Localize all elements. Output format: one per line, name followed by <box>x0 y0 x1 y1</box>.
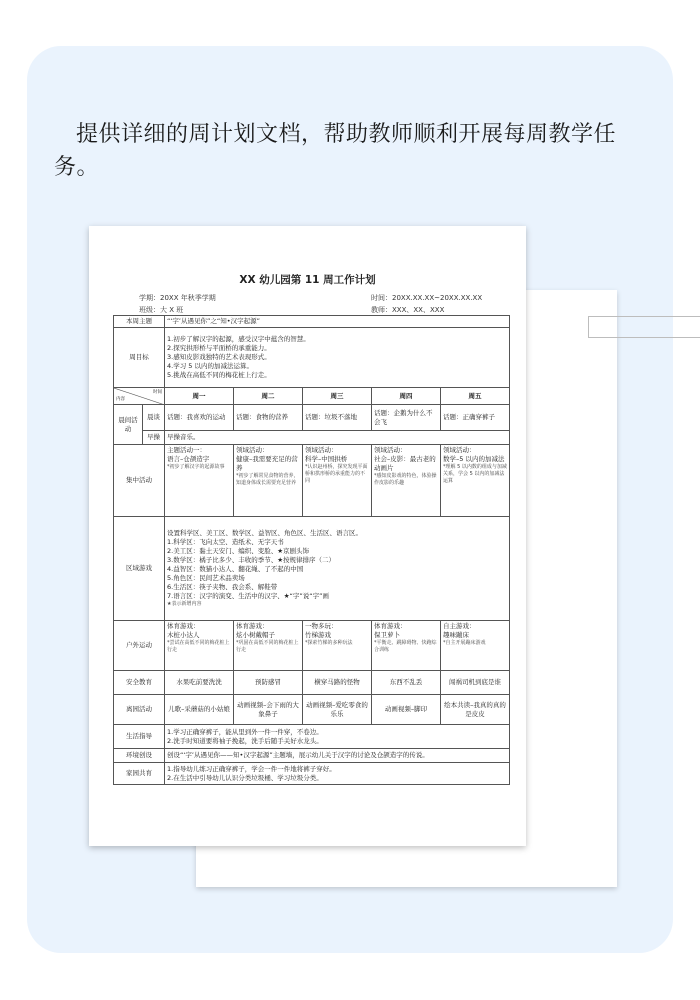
outdoor-name: 木桩小达人 <box>167 631 200 639</box>
outdoor-note: *自主开展蹦床游戏 <box>443 640 486 646</box>
area-line: 7.语言区：汉字的演变、生活中的汉字、★“字”说“字”画 <box>167 592 329 600</box>
life-content <box>165 725 510 749</box>
safety-cell: 东西不乱丢 <box>372 671 441 695</box>
focus-note: *感知皮影戏的特色，体验操作皮影的乐趣 <box>374 473 437 486</box>
goal-label: 周目标 <box>114 328 165 388</box>
goal-item: 3.感知皮影戏独特的艺术表现形式。 <box>167 353 271 361</box>
leave-cell: 绘本共读–我真的真的是皮皮 <box>441 695 510 725</box>
safety-label: 安全教育 <box>114 671 165 695</box>
focus-label: 集中活动 <box>114 445 165 517</box>
leave-cell: 动画视频–脚印 <box>372 695 441 725</box>
leave-cell: 动画视频–会下雨的大象鼻子 <box>234 695 303 725</box>
morning-talk-cell: 话题：企鹅为什么不会飞 <box>372 405 441 431</box>
environment-label: 环境创设 <box>114 749 165 763</box>
outdoor-note: *巩固在高低不同的梅花桩上行走 <box>236 640 299 653</box>
home-label: 家园共育 <box>114 763 165 785</box>
leave-cell: 动画视频–爱吃零食的乐乐 <box>303 695 372 725</box>
area-line: 5.角色区：民间艺术品卖场 <box>167 574 245 582</box>
outdoor-title: 体育游戏： <box>236 622 269 630</box>
outdoor-cell-thursday <box>372 621 441 671</box>
day-wednesday: 周三 <box>303 388 372 405</box>
environment-row <box>114 749 510 763</box>
outdoor-name: 趣味蹦床 <box>443 631 469 639</box>
outdoor-name: 保卫萝卜 <box>374 631 400 639</box>
goal-item: 2.探究拱形桥与平面桥的承重能力。 <box>167 344 271 352</box>
goal-item: 5.挑战在高低不同的梅花桩上行走。 <box>167 371 271 379</box>
day-monday: 周一 <box>165 388 234 405</box>
focus-title: 领域活动： <box>236 446 269 454</box>
home-content <box>165 763 510 785</box>
area-line: 6.生活区：筷子夹物、我会系、解鞋带 <box>167 583 278 591</box>
day-tuesday: 周二 <box>234 388 303 405</box>
safety-row <box>114 671 510 695</box>
area-line: 3.数学区：橘子比多少、丰收的季节、★按规律排序（二） <box>167 556 336 564</box>
goal-item: 1.初步了解汉字的起源，感受汉字中蕴含的智慧。 <box>167 335 310 343</box>
focus-note: *初步了解常见食物的营养，知道身体成长需要充足营养 <box>236 473 299 486</box>
home-line: 1.指导幼儿练习正确穿裤子，学会一件一件地将裤子穿好。 <box>167 764 336 773</box>
area-line: 1.科学区：飞向太空、造纸术、无字天书 <box>167 538 284 546</box>
days-header-row <box>114 388 510 405</box>
safety-cell: 水果吃前要洗洗 <box>165 671 234 695</box>
theme-row <box>114 316 510 328</box>
life-row <box>114 725 510 749</box>
focus-name: 科学–中国拱桥 <box>305 455 348 463</box>
semester-info: 学期：20XX 年秋季学期 <box>139 294 216 302</box>
focus-note: *理解 5 以内数的组成与加减关系，学会 5 以内的加减法运算 <box>443 464 507 484</box>
morning-talk-cell: 话题：食物的营养 <box>234 405 303 431</box>
outdoor-title: 一物多玩： <box>305 622 338 630</box>
document-page <box>89 226 526 846</box>
weekly-plan-table <box>113 315 510 785</box>
area-row <box>114 517 510 621</box>
class-info: 班级：大 X 班 <box>139 306 184 314</box>
area-label: 区域游戏 <box>114 517 165 621</box>
focus-cell-friday <box>441 445 510 517</box>
morning-exercise-label: 早操 <box>143 431 165 445</box>
outdoor-title: 体育游戏： <box>374 622 407 630</box>
outdoor-cell-monday <box>165 621 234 671</box>
focus-title: 领域活动： <box>374 446 407 454</box>
area-line: 4.益智区：数猫小达人、翻花绳、了不起的中国 <box>167 565 304 573</box>
corner-time-label: 时间 <box>153 390 162 395</box>
outdoor-title: 体育游戏： <box>167 622 200 630</box>
life-line: 1.学习正确穿裤子，能从里到外一件一件穿，不卷边。 <box>167 727 323 736</box>
focus-note: *认识赵州桥，探究发现平面桥和拱形桥的承重能力的不同 <box>305 464 368 484</box>
back-page-table-edge <box>588 316 700 338</box>
goal-row <box>114 328 510 388</box>
home-line: 2.在生活中引导幼儿认识分类垃圾桶、学习垃圾分类。 <box>167 773 323 782</box>
focus-name: 健康–我需要充足的营养 <box>236 455 298 472</box>
focus-title: 领域活动： <box>443 446 476 454</box>
focus-row <box>114 445 510 517</box>
life-line: 2.洗手时知道要将袖子挽起，洗手后随手关好水龙头。 <box>167 736 323 745</box>
focus-title: 主题活动一： <box>167 446 206 454</box>
theme-label: 本周主题 <box>114 316 165 328</box>
area-content <box>165 517 510 621</box>
outdoor-cell-friday <box>441 621 510 671</box>
headline <box>54 118 654 184</box>
leave-cell: 儿歌–采蘑菇的小姑娘 <box>165 695 234 725</box>
outdoor-title: 自主游戏： <box>443 622 476 630</box>
safety-cell: 闯祸司机到底是谁 <box>441 671 510 695</box>
focus-cell-thursday <box>372 445 441 517</box>
morning-exercise-value: 早操音乐。 <box>165 431 510 445</box>
home-row <box>114 763 510 785</box>
teacher-info: 教师：XXX、XX、XXX <box>371 306 445 314</box>
day-friday: 周五 <box>441 388 510 405</box>
morning-talk-row <box>114 405 510 431</box>
focus-title: 领域活动： <box>305 446 338 454</box>
morning-exercise-row <box>114 431 510 445</box>
focus-cell-tuesday <box>234 445 303 517</box>
leave-row <box>114 695 510 725</box>
morning-talk-cell: 话题：垃圾不落地 <box>303 405 372 431</box>
corner-content-label: 内容 <box>116 397 125 402</box>
leave-label: 离园活动 <box>114 695 165 725</box>
focus-note: *初步了解汉字的起源故事 <box>167 464 225 470</box>
time-info: 时间：20XX.XX.XX~20XX.XX.XX <box>371 294 483 302</box>
morning-talk-label: 晨谈 <box>143 405 165 431</box>
focus-cell-wednesday <box>303 445 372 517</box>
focus-name: 社会–皮影：最古老的动画片 <box>374 455 436 472</box>
outdoor-cell-wednesday <box>303 621 372 671</box>
environment-value: 创设“‘字’从遇见你——知•汉字起源”主题墙，展示幼儿关于汉字的讨论及仓颉造字的传说。 <box>165 749 510 763</box>
goal-list <box>165 328 510 388</box>
headline-line-1: 提供详细的周计划文档，帮助教师顺利开展每周教学任 <box>76 122 617 147</box>
goal-item: 4.学习 5 以内的加减法运算。 <box>167 362 253 370</box>
outdoor-label: 户外运动 <box>114 621 165 671</box>
focus-name: 数学–5 以内的加减法 <box>443 455 505 463</box>
area-line: 设置科学区、美工区、数学区、益智区、角色区、生活区、语言区。 <box>167 529 362 537</box>
outdoor-note: *平衡走、跳障碍物、快跑综合训练 <box>374 640 437 653</box>
safety-cell: 横穿马路的怪物 <box>303 671 372 695</box>
focus-cell-monday <box>165 445 234 517</box>
day-thursday: 周四 <box>372 388 441 405</box>
outdoor-name: 竹梯游戏 <box>305 631 331 639</box>
life-label: 生活指导 <box>114 725 165 749</box>
outdoor-cell-tuesday <box>234 621 303 671</box>
theme-value: “‘字’从遇见你”之“知•汉字起源” <box>165 316 510 328</box>
morning-talk-cell: 话题：正确穿裤子 <box>441 405 510 431</box>
morning-label: 晨间活动 <box>114 405 143 445</box>
area-line: 2.美工区：黏土天安门、编织、变脸、★京剧头饰 <box>167 547 310 555</box>
focus-name: 语言–仓颉造字 <box>167 455 210 463</box>
outdoor-note: *探索竹梯的多种玩法 <box>305 640 353 646</box>
morning-talk-cell: 话题：我喜欢的运动 <box>165 405 234 431</box>
headline-line-2: 务。 <box>54 155 100 180</box>
area-note: ★表示新增内容 <box>167 601 202 607</box>
document-title: XX 幼儿园第 11 周工作计划 <box>239 274 376 286</box>
safety-cell: 预防感冒 <box>234 671 303 695</box>
outdoor-row <box>114 621 510 671</box>
outdoor-note: *尝试在高低不同的梅花桩上行走 <box>167 640 230 653</box>
outdoor-name: 炫小树戴帽子 <box>236 631 275 639</box>
corner-cell <box>114 388 165 405</box>
